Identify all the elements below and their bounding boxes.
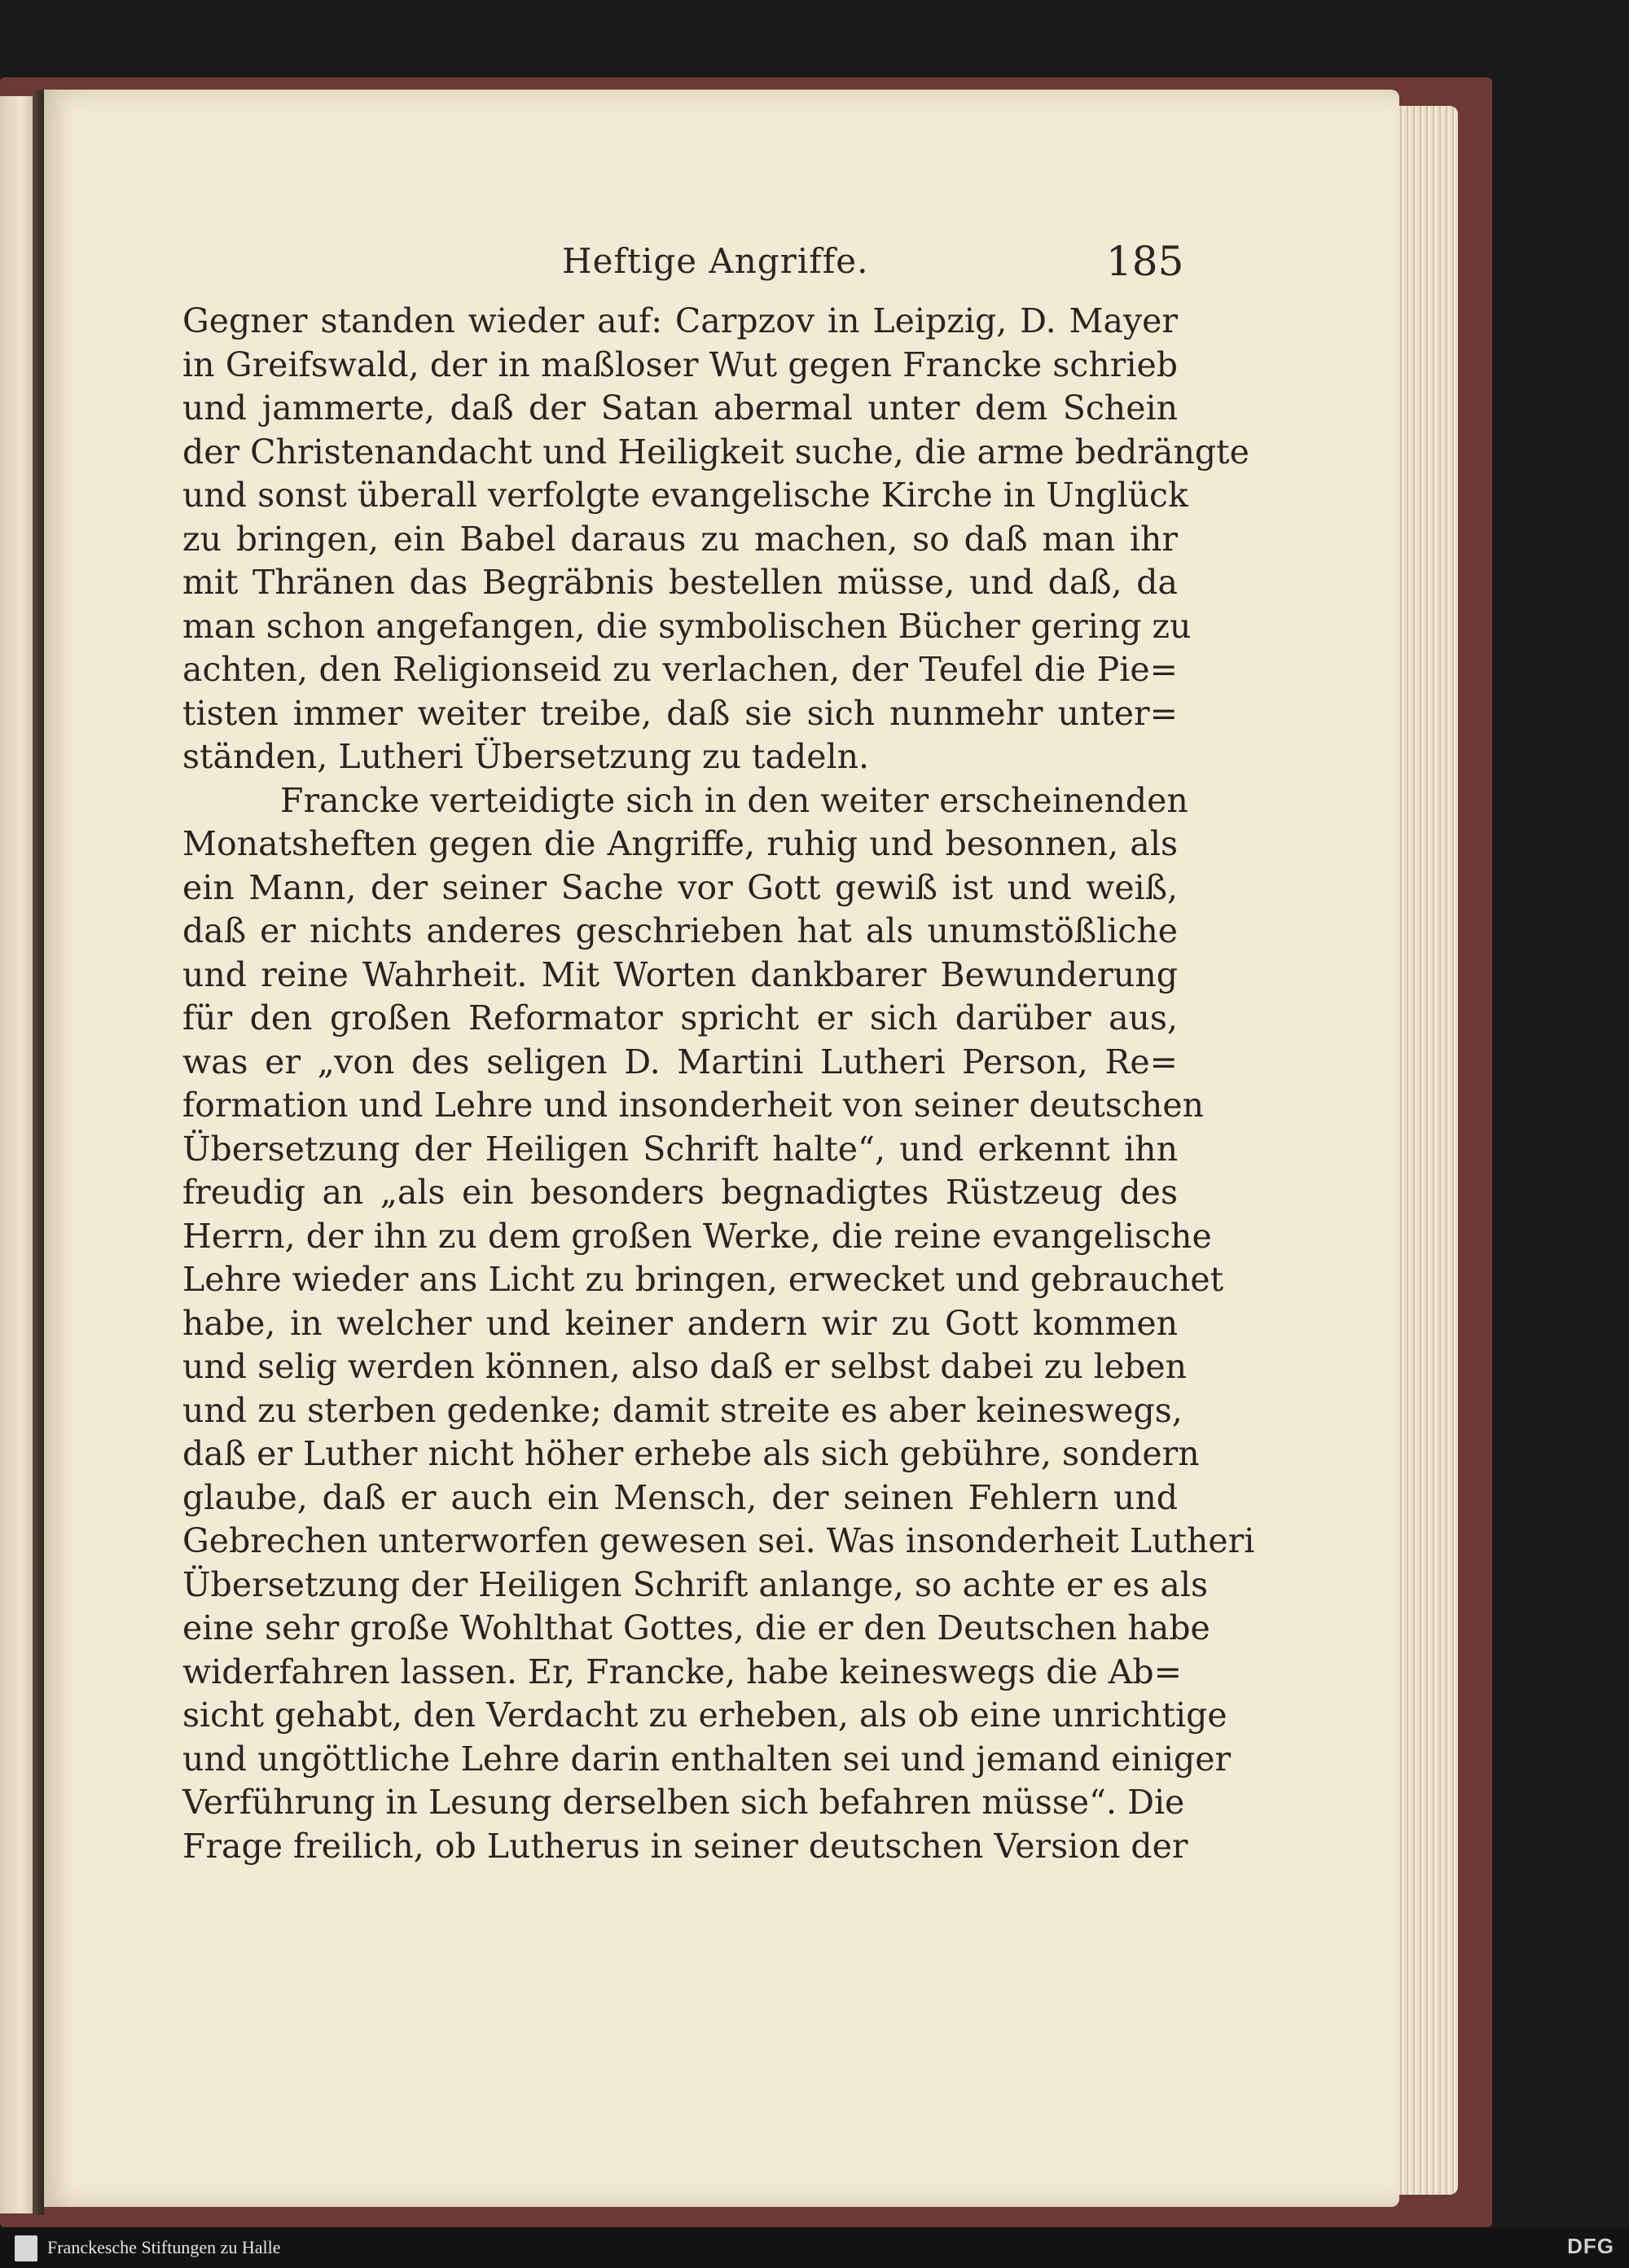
text-line: freudig an „als ein besonders begnadigtes Rüstzeug des xyxy=(182,1173,1178,1212)
text-line: Gegner standen wieder auf: Carpzov in Leipzig, D. Mayer xyxy=(182,301,1178,340)
body-text xyxy=(182,300,1255,1868)
text-line: und reine Wahrheit. Mit Worten dankbarer Bewunderung xyxy=(182,954,1178,994)
text-line: Verführung in Lesung derselben sich befahren müsse“. Die xyxy=(182,1783,1185,1822)
viewer-footer xyxy=(0,2227,1629,2268)
text-line: Übersetzung der Heiligen Schrift anlange, so achte er es als xyxy=(182,1564,1208,1604)
text-line: sicht gehabt, den Verdacht zu erheben, als ob eine unrichtige xyxy=(182,1696,1227,1735)
running-head xyxy=(0,238,1629,298)
text-line: daß er Luther nicht höher erhebe als sich gebühre, sondern xyxy=(182,1434,1200,1473)
text-line: ständen, Lutheri Übersetzung zu tadeln. xyxy=(182,737,870,776)
text-line: und zu sterben gedenke; damit streite es aber keineswegs, xyxy=(182,1390,1183,1430)
text-line: Gebrechen unterworfen gewesen sei. Was insonderheit Lutheri xyxy=(182,1521,1255,1560)
text-line: der Christenandacht und Heiligkeit suche, die arme bedrängte xyxy=(182,432,1249,472)
text-line: Monatsheften gegen die Angriffe, ruhig und besonnen, als xyxy=(182,824,1178,863)
facing-page-edge xyxy=(0,96,36,2213)
text-line: tisten immer weiter treibe, daß sie sich nunmehr unter= xyxy=(182,693,1178,733)
text-line: daß er nichts anderes geschrieben hat als unumstößliche xyxy=(182,911,1178,950)
text-line: Frage freilich, ob Lutherus in seiner deutschen Version der xyxy=(182,1826,1188,1866)
text-line: in Greifswald, der in maßloser Wut gegen Francke schrieb xyxy=(182,344,1178,384)
dfg-logo: DFG xyxy=(1567,2234,1614,2258)
text-line: Francke verteidigte sich in den weiter erscheinenden xyxy=(280,780,1188,820)
text-line: mit Thränen das Begräbnis bestellen müsse, und daß, da xyxy=(182,563,1178,602)
book-gutter xyxy=(33,90,44,2215)
institution-logo-icon xyxy=(15,2235,37,2261)
text-line: für den großen Reformator spricht er sich darüber aus, xyxy=(182,998,1178,1037)
text-line: was er „von des seligen D. Martini Lutheri Person, Re= xyxy=(182,1042,1178,1081)
text-line: glaube, daß er auch ein Mensch, der seinen Fehlern und xyxy=(182,1477,1178,1517)
text-line: Übersetzung der Heiligen Schrift halte“, und erkennt ihn xyxy=(182,1129,1178,1169)
text-line: habe, in welcher und keiner andern wir zu Gott kommen xyxy=(182,1303,1178,1343)
text-line: formation und Lehre und insonderheit von seiner deutschen xyxy=(182,1086,1204,1125)
text-line: Lehre wieder ans Licht zu bringen, erwecket und gebrauchet xyxy=(182,1260,1224,1299)
text-line: zu bringen, ein Babel daraus zu machen, so daß man ihr xyxy=(182,519,1178,559)
text-line: eine sehr große Wohlthat Gottes, die er den Deutschen habe xyxy=(182,1608,1210,1647)
text-line: man schon angefangen, die symbolischen Bücher gering zu xyxy=(182,606,1192,646)
institution-name: Franckesche Stiftungen zu Halle xyxy=(47,2237,281,2257)
page-number: 185 xyxy=(1106,238,1184,285)
text-line: ein Mann, der seiner Sache vor Gott gewiß ist und weiß, xyxy=(182,867,1178,907)
text-line: widerfahren lassen. Er, Francke, habe keineswegs die Ab= xyxy=(182,1652,1182,1691)
running-title: Heftige Angriffe. xyxy=(562,241,869,281)
text-line: und jammerte, daß der Satan abermal unter dem Schein xyxy=(182,388,1178,428)
text-line: und ungöttliche Lehre darin enthalten sei und jemand einiger xyxy=(182,1739,1232,1779)
text-line: achten, den Religionseid zu verlachen, der Teufel die Pie= xyxy=(182,650,1178,689)
text-line: und selig werden können, also daß er selbst dabei zu leben xyxy=(182,1347,1188,1386)
text-line: Herrn, der ihn zu dem großen Werke, die reine evangelische xyxy=(182,1216,1212,1256)
text-line: und sonst überall verfolgte evangelische Kirche in Unglück xyxy=(182,476,1188,515)
